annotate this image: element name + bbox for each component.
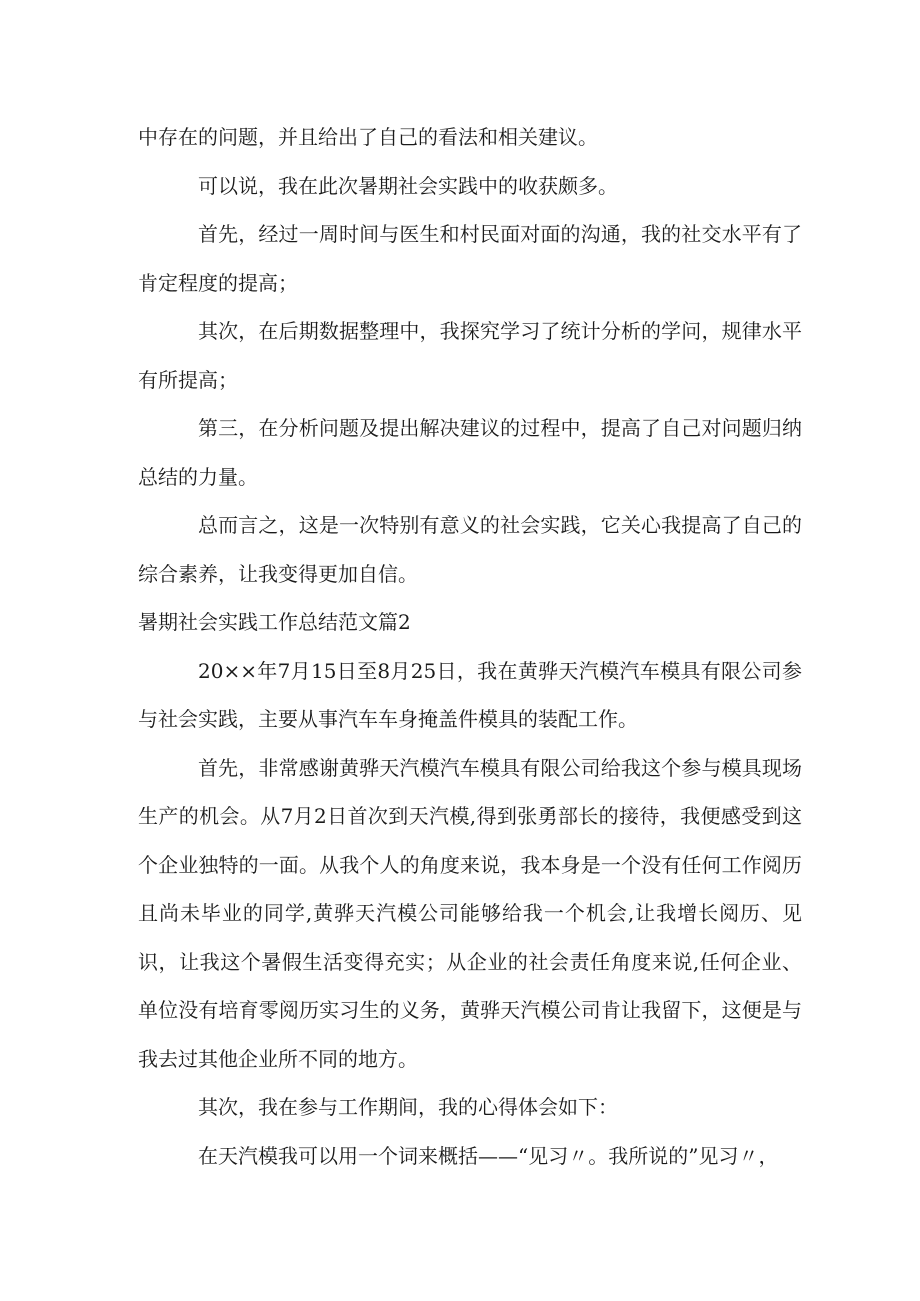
document-body — [138, 113, 802, 1180]
paragraph: 总而言之，这是一次特别有意义的社会实践，它关心我提高了自己的综合素养，让我变得更加自信。 — [138, 513, 802, 586]
paragraph: 首先，非常感谢黄骅天汽模汽车模具有限公司给我这个参与模具现场生产的机会。从7月2日首次到天汽模,得到张勇部长的接待，我便感受到这个企业独特的一面。从我个人的角度来说，我本身是一个没有任何工作阅历且尚未毕业的同学,黄骅天汽模公司能够给我一个机会,让我增长阅历、见识，让我这个暑假生活变得充实；从企业的社会责任角度来说,任何企业、单位没有培育零阅历实习生的义务，黄骅天汽模公司肯让我留下，这便是与我去过其他企业所不同的地方。 — [138, 755, 802, 1071]
paragraph: 第三，在分析问题及提出解决建议的过程中，提高了自己对问题归纳总结的力量。 — [138, 416, 802, 489]
paragraph: 20××年7月15日至8月25日，我在黄骅天汽模汽车模具有限公司参与社会实践，主要从事汽车车身掩盖件模具的装配工作。 — [138, 658, 802, 731]
section-title: 暑期社会实践工作总结范文篇2 — [138, 610, 411, 634]
paragraph: 其次，在后期数据整理中，我探究学习了统计分析的学问，规律水平有所提高； — [138, 319, 802, 392]
paragraph: 其次，我在参与工作期间，我的心得体会如下： — [198, 1095, 618, 1119]
paragraph-continued: 中存在的问题，并且给出了自己的看法和相关建议。 — [138, 125, 598, 149]
paragraph: 可以说，我在此次暑期社会实践中的收获颇多。 — [198, 173, 618, 198]
paragraph: 在天汽模我可以用一个词来概括——“见习〃。我所说的”见习〃， — [198, 1143, 779, 1168]
paragraph: 首先，经过一周时间与医生和村民面对面的沟通，我的社交水平有了肯定程度的提高； — [138, 222, 802, 295]
